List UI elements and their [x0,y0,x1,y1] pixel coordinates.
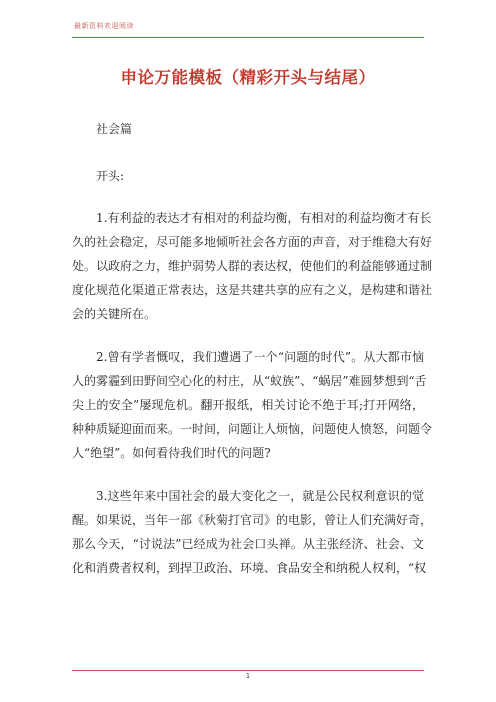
paragraph-line: 人的雾霾到田野间空心化的村庄，从“蚁族”、“蜗居”难圆梦想到“舌 [72,374,427,388]
paragraph-line: 那么今天，“讨说法”已经成为社会口头禅。从主张经济、社会、文 [72,537,424,551]
paragraph-line: 1.有利益的表达才有相对的利益均衡，有相对的利益均衡才有长 [96,211,432,225]
subsection-heading: 开头: [96,169,125,183]
paragraph-line: 化和消费者权利，到捍卫政治、环境、食品安全和纳税人权利，“权 [72,561,427,575]
paragraph-line: 处。以政府之力，维护弱势人群的表达权，使他们的利益能够通过制 [72,259,433,273]
paragraph-line: 度化规范化渠道正常表达，这是共建共享的应有之义，是构建和谐社 [72,283,433,297]
page-header-label: 最新资料欢迎阅读 [74,22,134,30]
paragraph-line: 人“绝望”。如何看待我们时代的问题? [72,446,271,460]
header-divider [72,37,424,38]
footer-divider [72,670,424,671]
paragraph-line: 2.曾有学者慨叹，我们遭遇了一个“问题的时代”。从大都市恼 [96,350,424,364]
document-title: 申论万能模板（精彩开头与结尾） [120,68,376,87]
paragraph-line: 3.这些年来中国社会的最大变化之一，就是公民权利意识的觉 [96,489,424,503]
page-number: 1 [245,672,251,680]
paragraph-line: 尖上的安全”屡现危机。翻开报纸，相关讨论不绝于耳;打开网络， [72,398,424,412]
paragraph-line: 久的社会稳定，尽可能多地倾听社会各方面的声音，对于维稳大有好 [72,235,433,249]
section-heading: 社会篇 [96,122,133,136]
paragraph-line: 会的关键所在。 [72,307,157,321]
paragraph-line: 种种质疑迎面而来。一时间，问题让人烦恼，问题使人愤怒，问题令 [72,422,433,436]
paragraph-line: 醒。如果说，当年一部《秋菊打官司》的电影，曾让人们充满好奇， [72,513,433,527]
